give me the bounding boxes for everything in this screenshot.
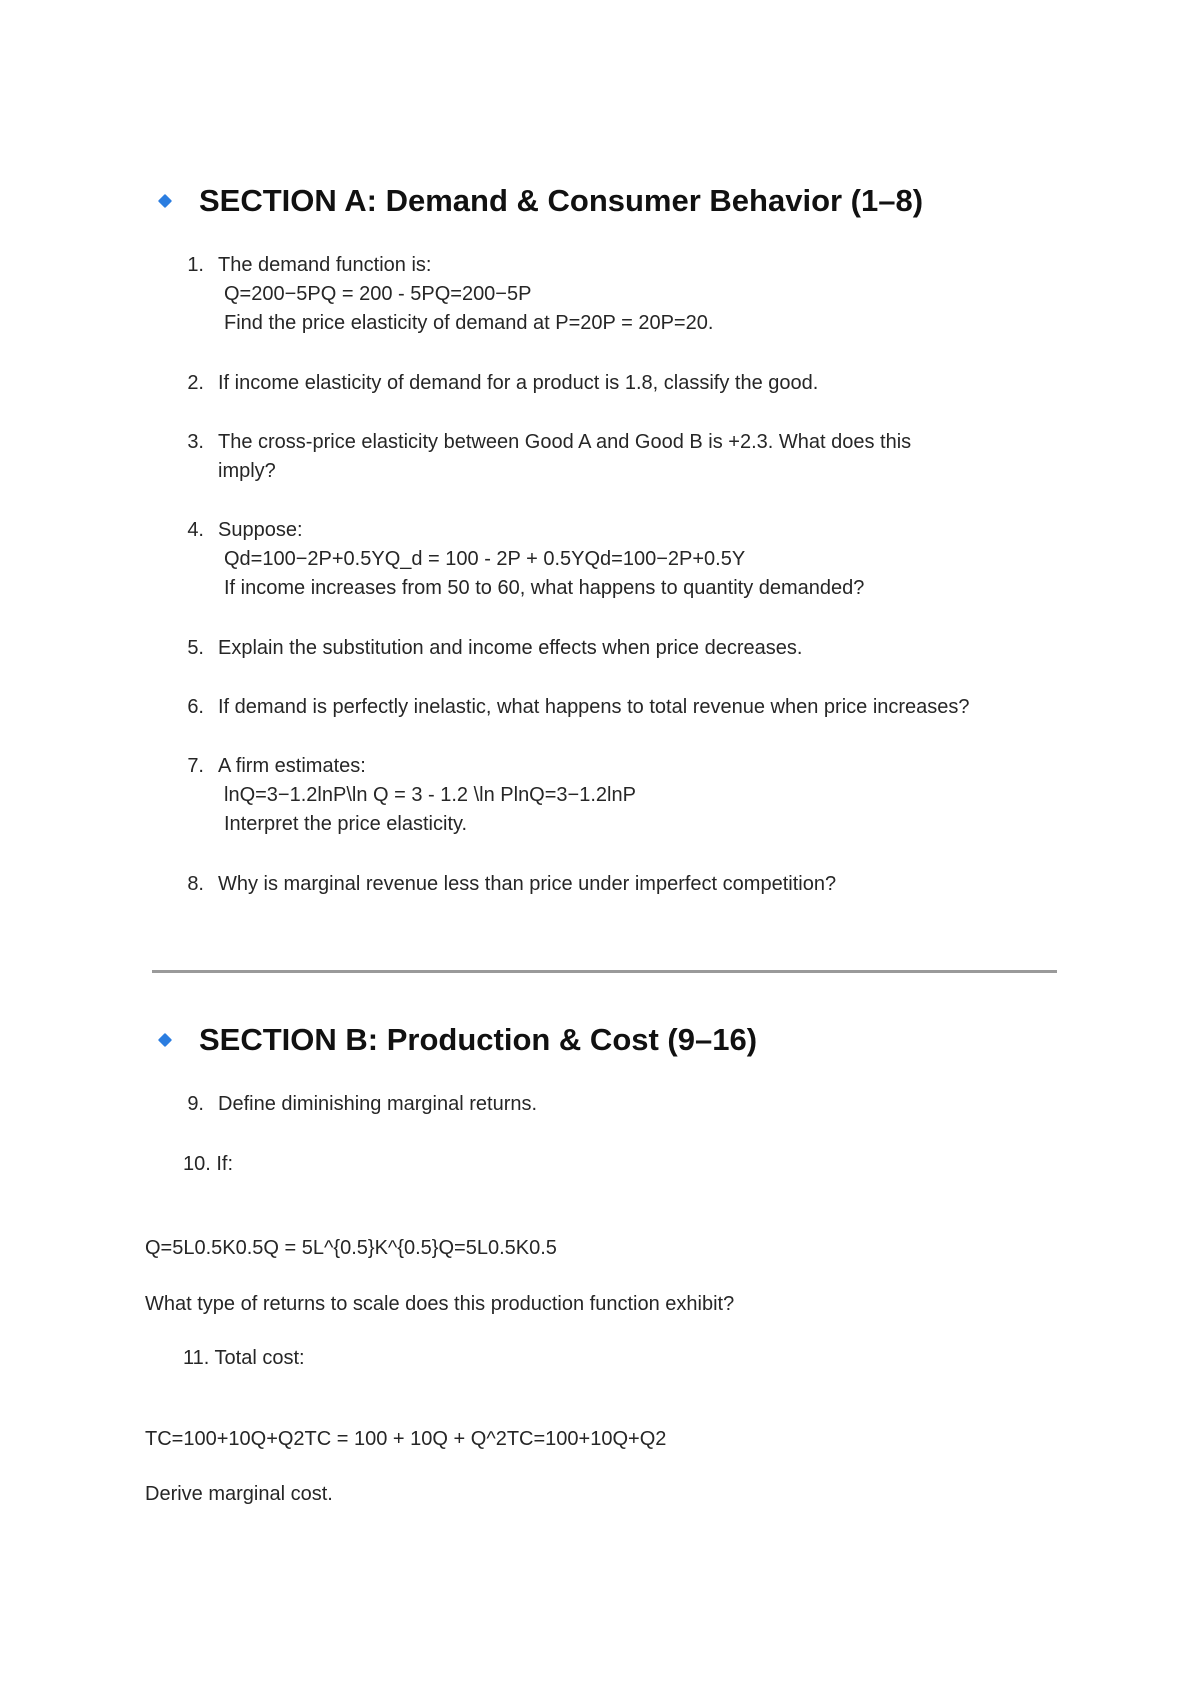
question-text: Why is marginal revenue less than price under imperfect competition? bbox=[218, 873, 837, 895]
question-number: 1. bbox=[187, 254, 204, 276]
question-number: 9. bbox=[187, 1093, 204, 1115]
question-number: 5. bbox=[187, 637, 204, 659]
question-number: 7. bbox=[187, 755, 204, 777]
question-11-prompt: Derive marginal cost. bbox=[145, 1483, 333, 1505]
question-number: 6. bbox=[187, 696, 204, 718]
section-divider bbox=[152, 970, 1057, 973]
section-a-heading bbox=[160, 183, 923, 219]
question-text: If income increases from 50 to 60, what happens to quantity demanded? bbox=[224, 577, 865, 599]
question-number: 8. bbox=[187, 873, 204, 895]
question-text: imply? bbox=[218, 460, 276, 482]
question-text: The demand function is: bbox=[218, 254, 432, 276]
question-number: 4. bbox=[187, 519, 204, 541]
question-text: The cross-price elasticity between Good A and Good B is +2.3. What does this bbox=[218, 431, 912, 453]
question-text: If demand is perfectly inelastic, what happens to total revenue when price increases? bbox=[218, 696, 970, 718]
section-a-title: SECTION A: Demand & Consumer Behavior (1–8) bbox=[199, 183, 924, 218]
question-text: A firm estimates: bbox=[218, 755, 366, 777]
question-10-formula: Q=5L0.5K0.5Q = 5L^{0.5}K^{0.5}Q=5L0.5K0.5 bbox=[145, 1237, 557, 1259]
question-formula: lnQ=3−1.2lnP\ln Q = 3 - 1.2 \ln PlnQ=3−1.2lnP bbox=[224, 784, 636, 806]
section-b-title: SECTION B: Production & Cost (9–16) bbox=[199, 1022, 758, 1057]
small-diamond-icon bbox=[158, 1033, 172, 1047]
question-text: Explain the substitution and income effects when price decreases. bbox=[218, 637, 803, 659]
question-text: Find the price elasticity of demand at P=20P = 20P=20. bbox=[224, 312, 714, 334]
question-10-prompt: What type of returns to scale does this production function exhibit? bbox=[145, 1293, 735, 1315]
question-number: 3. bbox=[187, 431, 204, 453]
small-diamond-icon bbox=[158, 194, 172, 208]
question-formula: Q=200−5PQ = 200 - 5PQ=200−5P bbox=[224, 283, 532, 305]
question-number: 2. bbox=[187, 372, 204, 394]
question-text: Define diminishing marginal returns. bbox=[218, 1093, 538, 1115]
question-10-label: 10. If: bbox=[183, 1153, 234, 1175]
question-text: Interpret the price elasticity. bbox=[224, 813, 468, 835]
question-11-formula: TC=100+10Q+Q2TC = 100 + 10Q + Q^2TC=100+10Q+Q2 bbox=[145, 1428, 667, 1450]
section-b-heading bbox=[160, 1022, 757, 1058]
question-text: If income elasticity of demand for a product is 1.8, classify the good. bbox=[218, 372, 819, 394]
question-formula: Qd=100−2P+0.5YQ_d = 100 - 2P + 0.5YQd=100−2P+0.5Y bbox=[224, 548, 746, 570]
question-text: Suppose: bbox=[218, 519, 303, 541]
question-11-label: 11. Total cost: bbox=[183, 1347, 305, 1369]
